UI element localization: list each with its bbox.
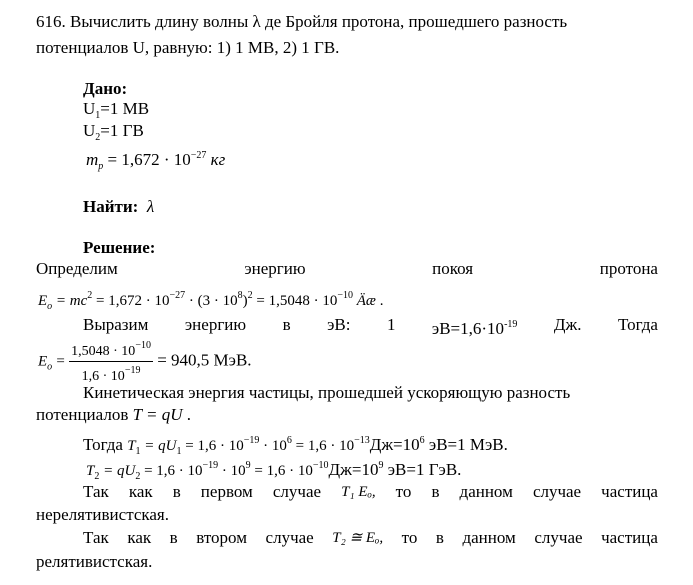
case2-calculation: $T_2 = qU_2 = 1,6 \cdot 10^{-19} \cdot 10^9 = 1,6 \cdot 10^{-10}Дж=10^9$ эВ=1 ГэВ.	[86, 460, 462, 482]
rest-energy-intro: Определим энергию покоя протона	[36, 259, 658, 278]
case2-conclusion-end: релятивистская.	[36, 552, 153, 571]
problem-line-1: 616. Вычислить длину волны λ де Бройля протона, прошедшего разность	[36, 12, 568, 31]
given-u2: $U_2=1$ ГВ	[83, 121, 144, 143]
given-proton-mass: $m_p = 1,672 \cdot 10^{-27}$ кг	[86, 150, 226, 172]
kinetic-line-1: Кинетическая энергия частицы, прошедшей ускоряющую разность	[83, 383, 571, 402]
case2-conclusion-line: Так как в втором случае T₂ ≅ Eₒ, то в данном случае частица	[83, 528, 658, 547]
express-ev-line: Выразим энергию в эВ: 1 $эВ=1,6\cdot 10^{-19}$ Дж. Тогда	[83, 315, 658, 338]
rest-energy-formula: $E_o = mc^2 = 1,672 \cdot 10^{-27} \cdot (3 \cdot 10^8)^2 = 1,5048 \cdot 10^{-10}$ Äæ .	[38, 290, 384, 312]
given-u1: $U_1=1$ МВ	[83, 99, 150, 121]
solution-title: Решение:	[83, 238, 156, 257]
ev-energy-formula: $E_o$ = $\frac{1,5048 \cdot 10^{-10}}{1,6 \cdot 10^{-19}}$ = 940,5 МэВ.	[38, 340, 252, 384]
ev-energy-fraction: $\frac{1,5048 \cdot 10^{-10}}{1,6 \cdot 10^{-19}}$	[71, 340, 151, 384]
problem-line-2: потенциалов U, равную: 1) 1 МВ, 2) 1 ГВ.	[36, 38, 340, 57]
kinetic-line-2: потенциалов T = qU .	[36, 405, 192, 424]
case1-conclusion-line: Так как в первом случае T₁ Eₒ, то в данном случае частица	[83, 482, 658, 501]
case1-conclusion-end: нерелятивистская.	[36, 505, 169, 524]
given-title: Дано:	[83, 79, 128, 98]
case1-calculation: Тогда $T_1 = qU_1 = 1,6 \cdot 10^{-19} \cdot 10^6 = 1,6 \cdot 10^{-13}Дж=10^6$ эВ=1 МэВ.	[83, 435, 508, 457]
find-row: Найти: λ	[83, 197, 155, 216]
